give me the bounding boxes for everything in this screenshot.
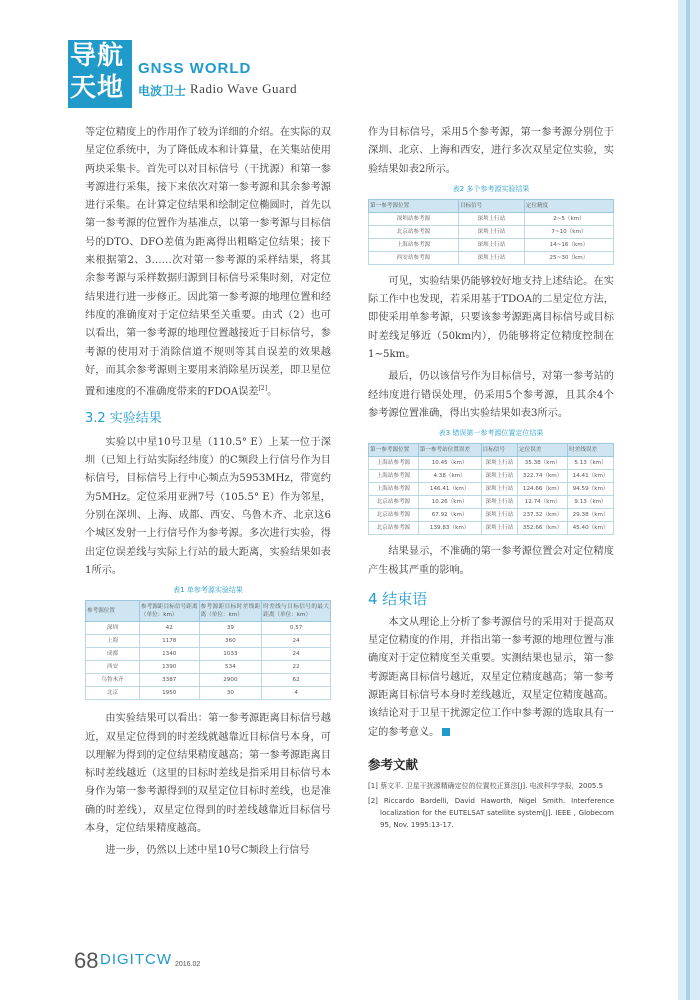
table1-header: 参考源距目标时差线距离（单位：km） (199, 601, 262, 622)
table-cell: 1950 (139, 687, 199, 700)
table-cell: 29.38（km） (568, 509, 614, 522)
left-p1-text: 等定位精度上的作用作了较为详细的介绍。在实际的双星定位系统中，为了降低成本和计算量，在关集站使用两块采集卡。首先可以对目标信号（干扰源）和第一参考源进行采集，接下来依次对第一参考源和其余参考源进行采集。在计算定位结果和绘制定位椭圆时，首先以第一参考源的位置作为基准点，以第一参考源与目标信号的DTO、DFO差值为距离得出粗略定位结果；接下来根据第2、3……次对第一参考源的采样结果，将其余参考源与采样数据归源到目标信号采集时刻，对定位结果进行进一步修正。因此第一参考源的地理位置和经纬度的准确度对于定位结果至关重要。由式（2）也可以看出，第一参考源的地理位置越接近于目标信号，参考源的使用对于消除信道不规则等其自误差的效果越好，而其余参考源则主要用来消除星历误差，即卫星位置和速度的不准确度带来的FDOA误差 (85, 127, 331, 398)
table-row (369, 483, 614, 496)
table1 (85, 600, 331, 700)
table-cell: 上海站参考源 (369, 483, 419, 496)
table-row (369, 509, 614, 522)
table-cell: 139.83（km） (418, 522, 481, 535)
table-row (369, 225, 614, 238)
table-cell: 14.41（km） (568, 470, 614, 483)
table-cell: 深圳上行站 (481, 457, 518, 470)
right-p5-text: 本文从理论上分析了参考源信号的采用对于提高双星定位精度的作用，并指出第一参考源的地理位置与准确度对于定位精度至关重要。实测结果也显示，第一参考源距离目标信号越近，双星定位精度越高；第一参考源距离目标信号本身时差线越近，双星定位精度越高。该结论对于卫星干扰源定位工作中参考源的选取具有一定的参考意义。 (368, 616, 614, 738)
table-cell: 67.92（km） (418, 509, 481, 522)
table-cell: 深圳上行站 (458, 251, 524, 264)
table2-header-row (369, 199, 614, 212)
table-cell: 237.32（km） (518, 509, 568, 522)
table-cell: 360 (199, 635, 262, 648)
table-row (369, 251, 614, 264)
table-cell: 94.59（km） (568, 483, 614, 496)
table-cell: 62 (262, 674, 331, 687)
footer-brand: DIGITCW (100, 951, 172, 968)
table-cell: 0.57 (262, 622, 331, 635)
table-row (369, 212, 614, 225)
table3-caption: 表3 错误第一参考源位置定位结果 (438, 429, 544, 438)
table-row (86, 648, 331, 661)
table3-header: 时差线误差 (568, 444, 614, 457)
table-row (369, 457, 614, 470)
table2-header: 第一参考源位置 (369, 199, 459, 212)
footer-date: 2016.02 (175, 961, 201, 968)
reference-1: [1] 蔡文平. 卫星干扰源精确定位的位置校正算法[J]. 电波科学学报，2005.5 (368, 781, 604, 790)
table-cell: 深圳上行站 (481, 483, 518, 496)
table1-header: 参考源距目标信号距离（单位：km） (139, 601, 199, 622)
table-cell: 深圳 (86, 622, 140, 635)
table-cell: 1390 (139, 661, 199, 674)
table3-header: 第一参考源位置 (369, 444, 419, 457)
section-3-2-heading: 3.2 实验结果 (85, 410, 162, 426)
table-row (369, 238, 614, 251)
table-cell: 2900 (199, 674, 262, 687)
table3-header-row (369, 444, 614, 457)
left-paragraph-1 (85, 124, 331, 402)
page-edge-bar (678, 0, 700, 1000)
table-cell: 1033 (199, 648, 262, 661)
table-cell: 30 (199, 687, 262, 700)
table-cell: 2~5（km） (524, 212, 613, 225)
table-cell: 西安站参考源 (369, 251, 459, 264)
right-column (368, 124, 614, 834)
table-row (86, 661, 331, 674)
table-cell: 上海站参考源 (369, 238, 459, 251)
table-cell: 322.74（km） (518, 470, 568, 483)
table3 (368, 443, 614, 535)
table-cell: 45.40（km） (568, 522, 614, 535)
table2-caption: 表2 多个参考源实验结果 (452, 184, 530, 193)
table3-header: 第一参考站位置误差 (418, 444, 481, 457)
left-column (85, 124, 331, 861)
table-cell: 352.66（km） (518, 522, 568, 535)
table1-caption: 表1 单参考源实验结果 (173, 586, 243, 595)
right-paragraph-3: 最后，仍以该信号作为目标信号，对第一参考站的经纬度进行错误处理，仍采用5个参考源，且其余4个参考源位置准确，得出实验结果如表3所示。 (368, 371, 614, 419)
table-cell: 上海站参考源 (369, 470, 419, 483)
table-cell: 1178 (139, 635, 199, 648)
table-cell: 24 (262, 635, 331, 648)
table-cell: 10.45（km） (418, 457, 481, 470)
table-cell: 北京站参考源 (369, 496, 419, 509)
table-cell: 9.13（km） (568, 496, 614, 509)
table-cell: 22 (262, 661, 331, 674)
table-row (369, 522, 614, 535)
reference-2: [2] Riccardo Bardelli, David Haworth, Nigel Smith. Interference localization for the EUTELSAT satellite system[J]. IEEE , Globecom 95, Nov. 1995:13-17. (368, 796, 614, 829)
table-cell: 12.74（km） (518, 496, 568, 509)
right-paragraph-5 (368, 614, 614, 742)
page-number: 68 (74, 948, 99, 973)
table-cell: 42 (139, 622, 199, 635)
table-cell: 西安 (86, 661, 140, 674)
table-cell: 1340 (139, 648, 199, 661)
table-cell: 上海站参考源 (369, 457, 419, 470)
table-cell: 4 (262, 687, 331, 700)
table3-header: 目标信号 (481, 444, 518, 457)
table-cell: 深圳上行站 (481, 509, 518, 522)
logo-line1: 导航 (70, 41, 125, 71)
table2 (368, 199, 614, 265)
gnss-world-title: GNSS WORLD (138, 60, 252, 77)
right-paragraph-2: 可见，实验结果仍能够较好地支持上述结论。在实际工作中也发现，若采用基于TDOA的二星定位方法，即使采用单参考源，只要该参考源距离目标信号或目标时差线足够近（50km内），仍能够将定位精度控制在1~5km。 (368, 275, 614, 361)
left-p1-end: 。 (267, 386, 278, 398)
table1-header-row (86, 601, 331, 622)
logo-line2: 天地 (70, 73, 125, 103)
table-cell: 534 (199, 661, 262, 674)
table3-header: 定位误差 (518, 444, 568, 457)
table-cell: 10.26（km） (418, 496, 481, 509)
radio-guard-cn: 电波卫士 (138, 84, 187, 98)
table-cell: 3387 (139, 674, 199, 687)
table-cell: 39 (199, 622, 262, 635)
table-cell: 北京站参考源 (369, 522, 419, 535)
right-paragraph-4: 结果显示，不准确的第一参考源位置会对定位精度产生极其严重的影响。 (368, 546, 614, 576)
table-cell: 5.13（km） (568, 457, 614, 470)
table-cell: 146.41（km） (418, 483, 481, 496)
table-row (86, 674, 331, 687)
table-cell: 深圳上行站 (481, 496, 518, 509)
table-cell: 24 (262, 648, 331, 661)
table-cell: 124.66（km） (518, 483, 568, 496)
table-cell: 25~30（km） (524, 251, 613, 264)
radio-guard-en: Radio Wave Guard (190, 81, 298, 96)
table-cell: 35.38（km） (518, 457, 568, 470)
page-edge-strip (686, 0, 690, 1000)
section-4-heading: 4 结束语 (368, 589, 428, 608)
table-cell: 深圳上行站 (481, 470, 518, 483)
table-row (86, 635, 331, 648)
table-cell: 北京站参考源 (369, 225, 459, 238)
table-cell: 7~10（km） (524, 225, 613, 238)
table-row (369, 496, 614, 509)
header-band (0, 0, 700, 108)
table-cell: 深圳上行站 (458, 212, 524, 225)
table-row (369, 470, 614, 483)
table2-header: 定位精度 (524, 199, 613, 212)
right-paragraph-1: 作为目标信号，采用5个参考源，第一参考源分别位于深圳、北京、上海和西安，进行多次双星定位实验，实验结果如表2所示。 (368, 127, 614, 175)
table-cell: 上海 (86, 635, 140, 648)
table1-header: 参考源位置 (86, 601, 140, 622)
citation-2: [2] (258, 385, 268, 393)
table-cell: 深圳上行站 (458, 238, 524, 251)
left-paragraph-2: 实验以中星10号卫星（110.5° E）上某一位于深圳（已知上行站实际经纬度）的C频段上行信号作为目标信号，目标信号上行中心频点为5953MHz，带宽约为5MHz。定位采用亚洲7号（105.5° E）作为邻星，分别在深圳、上海、成都、西安、乌鲁木齐、北京这6个城区发射一上行信号作为参考源。多次进行实验，得出定位误差线与实际上行站的最大距离，实验结果如表1所示。 (85, 436, 331, 576)
left-paragraph-3: 由实验结果可以看出：第一参考源距离目标信号越近，双星定位得到的时差线就越靠近目标信号本身，可以理解为得到的定位结果精度越高；第一参考源距离目标时差线越近（这里的目标时差线是指采用目标信号本身作为第一参考源得到的双星定位目标时差线，也是准确的时差线），双星定位得到的时差线越靠近目标信号本身，定位结果精度越高。 (85, 713, 331, 834)
end-mark-square-icon (442, 728, 450, 736)
table-cell: 乌鲁木齐 (86, 674, 140, 687)
table-cell: 北京站参考源 (369, 509, 419, 522)
table2-header: 目标信号 (458, 199, 524, 212)
table1-header: 时差线与目标信号的最大距离（单位：km） (262, 601, 331, 622)
left-paragraph-4: 进一步，仍然以上述中星10号C频段上行信号 (105, 845, 310, 857)
table-cell: 深圳上行站 (458, 225, 524, 238)
table-cell: 4.38（km） (418, 470, 481, 483)
section-logo-text (70, 40, 124, 104)
table-cell: 深圳上行站 (481, 522, 518, 535)
table-row (86, 687, 331, 700)
table-row (86, 622, 331, 635)
references-heading: 参考文献 (368, 756, 419, 772)
table-cell: 北京 (86, 687, 140, 700)
table-cell: 深圳站参考源 (369, 212, 459, 225)
table-cell: 成都 (86, 648, 140, 661)
table-cell: 14~16（km） (524, 238, 613, 251)
